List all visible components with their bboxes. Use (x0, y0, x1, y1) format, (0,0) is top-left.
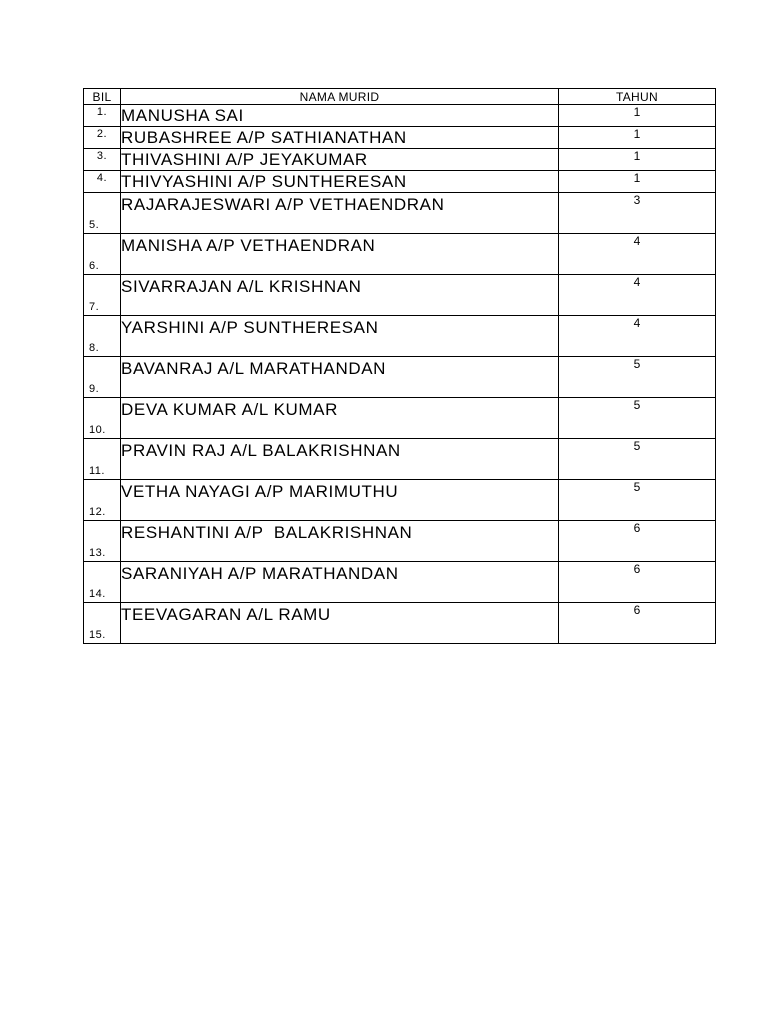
row-number: 5. (84, 193, 121, 234)
table-row (84, 149, 716, 171)
table-row (84, 316, 716, 357)
table-row (84, 398, 716, 439)
table-row (84, 562, 716, 603)
student-year: 3 (559, 193, 716, 234)
row-number: 8. (84, 316, 121, 357)
student-name: THIVASHINI A/P JEYAKUMAR (121, 149, 559, 171)
student-year: 5 (559, 480, 716, 521)
student-year: 5 (559, 439, 716, 480)
student-name: DEVA KUMAR A/L KUMAR (121, 398, 559, 439)
row-number: 3. (84, 149, 121, 171)
student-year: 4 (559, 234, 716, 275)
table-row (84, 603, 716, 644)
row-number: 11. (84, 439, 121, 480)
row-number: 2. (84, 127, 121, 149)
student-table (83, 88, 716, 644)
row-number: 7. (84, 275, 121, 316)
student-year: 5 (559, 357, 716, 398)
student-name: SARANIYAH A/P MARATHANDAN (121, 562, 559, 603)
student-name: TEEVAGARAN A/L RAMU (121, 603, 559, 644)
student-year: 1 (559, 127, 716, 149)
row-number: 13. (84, 521, 121, 562)
student-year: 6 (559, 521, 716, 562)
table-header-row (84, 89, 716, 105)
student-year: 4 (559, 316, 716, 357)
table-row (84, 193, 716, 234)
student-name: YARSHINI A/P SUNTHERESAN (121, 316, 559, 357)
table-row (84, 234, 716, 275)
table-row (84, 275, 716, 316)
header-bil: BIL (84, 89, 121, 105)
table-row (84, 127, 716, 149)
student-year: 1 (559, 171, 716, 193)
student-year: 1 (559, 149, 716, 171)
row-number: 14. (84, 562, 121, 603)
student-name: RESHANTINI A/P BALAKRISHNAN (121, 521, 559, 562)
student-year: 6 (559, 562, 716, 603)
row-number: 4. (84, 171, 121, 193)
table-row (84, 480, 716, 521)
table-row (84, 439, 716, 480)
row-number: 10. (84, 398, 121, 439)
student-name: RUBASHREE A/P SATHIANATHAN (121, 127, 559, 149)
table-row (84, 105, 716, 127)
row-number: 12. (84, 480, 121, 521)
header-year: TAHUN (559, 89, 716, 105)
student-name: THIVYASHINI A/P SUNTHERESAN (121, 171, 559, 193)
row-number: 6. (84, 234, 121, 275)
table-row (84, 521, 716, 562)
student-year: 1 (559, 105, 716, 127)
header-name: NAMA MURID (121, 89, 559, 105)
row-number: 9. (84, 357, 121, 398)
student-name: BAVANRAJ A/L MARATHANDAN (121, 357, 559, 398)
student-name: RAJARAJESWARI A/P VETHAENDRAN (121, 193, 559, 234)
student-name: MANISHA A/P VETHAENDRAN (121, 234, 559, 275)
student-name: SIVARRAJAN A/L KRISHNAN (121, 275, 559, 316)
student-name: PRAVIN RAJ A/L BALAKRISHNAN (121, 439, 559, 480)
table-row (84, 357, 716, 398)
student-name: MANUSHA SAI (121, 105, 559, 127)
student-year: 5 (559, 398, 716, 439)
student-year: 4 (559, 275, 716, 316)
student-year: 6 (559, 603, 716, 644)
row-number: 1. (84, 105, 121, 127)
row-number: 15. (84, 603, 121, 644)
table-row (84, 171, 716, 193)
student-name: VETHA NAYAGI A/P MARIMUTHU (121, 480, 559, 521)
